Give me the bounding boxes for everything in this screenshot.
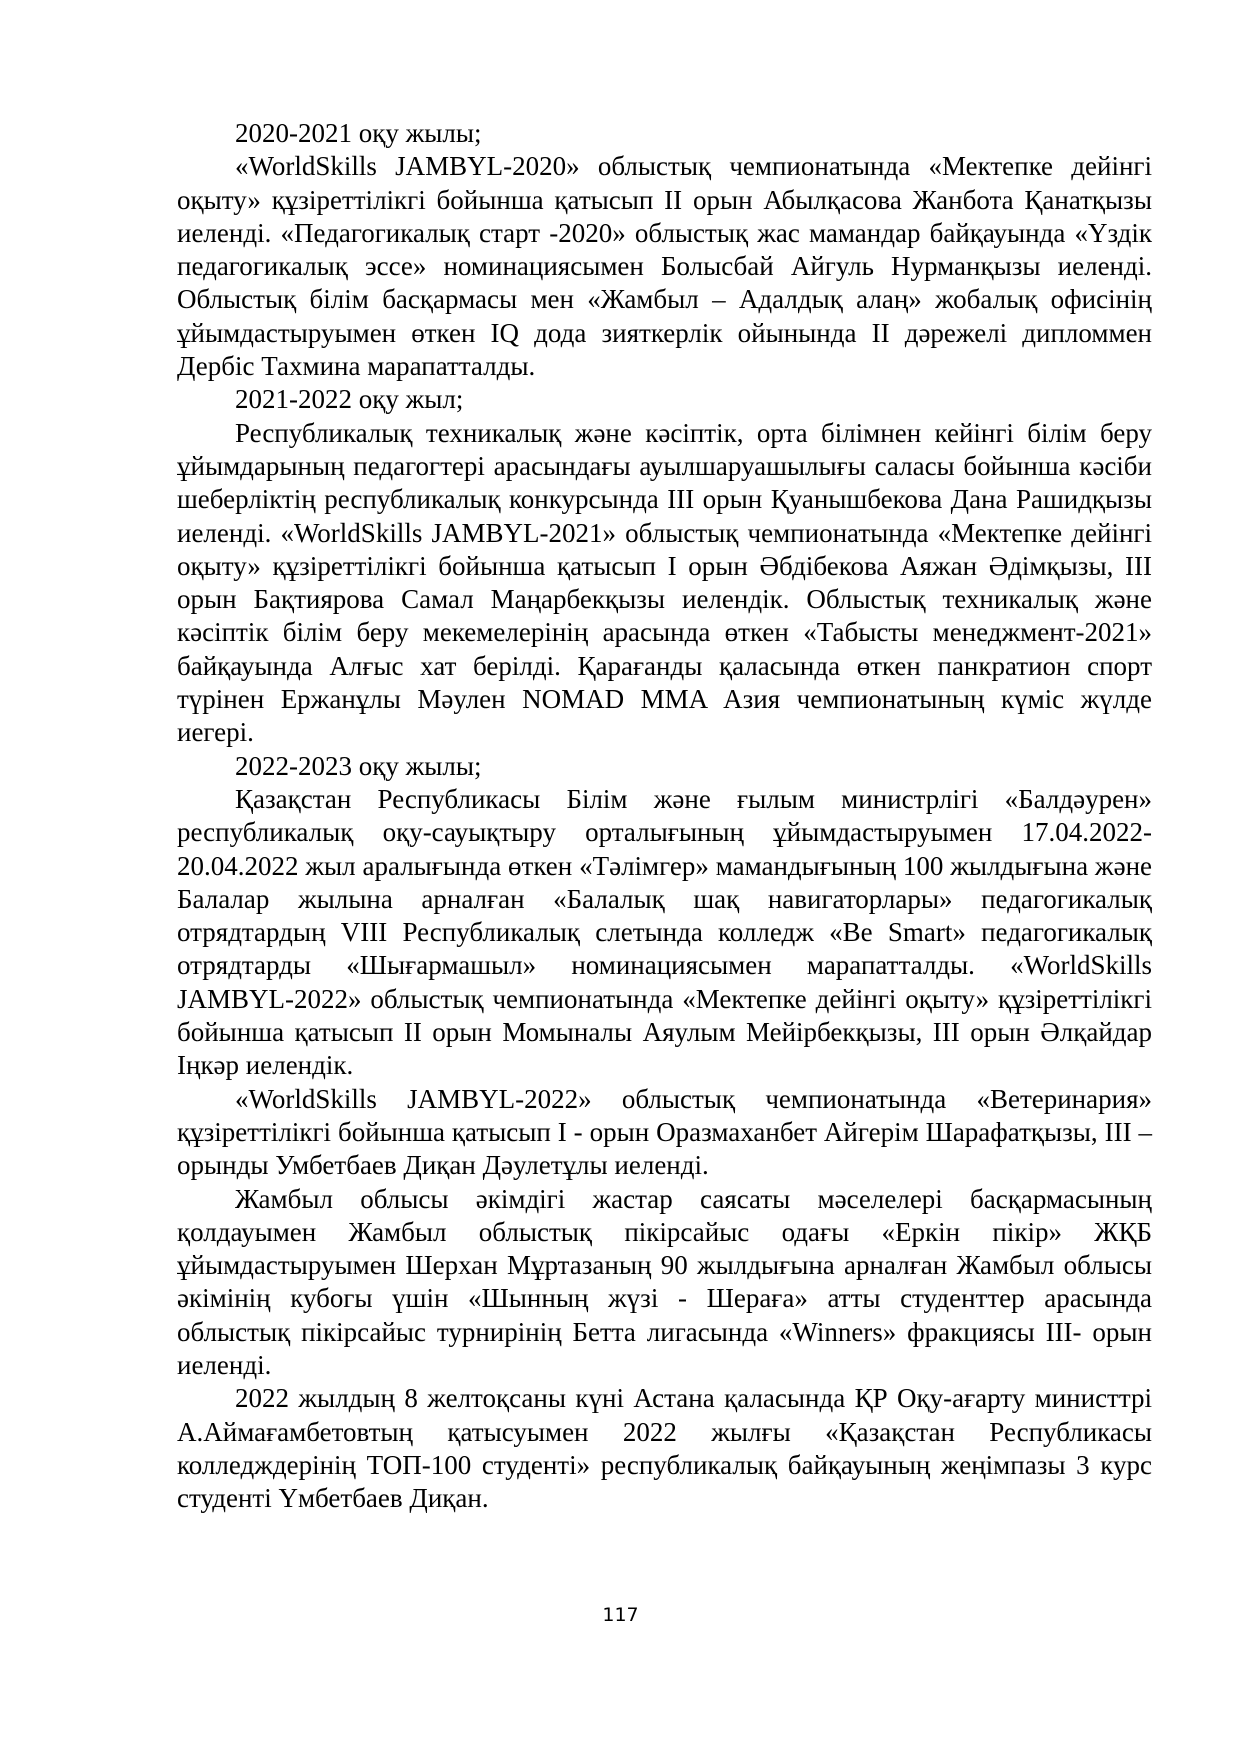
paragraph-year-2021: 2021-2022 оқу жыл; bbox=[235, 384, 464, 415]
paragraph-achievements-2021: Республикалық техникалық және кәсіптік, орта білімнен кейінгі білім беру ұйымдарының педагогтері арасындағы ауылшаруашылығы саласы бойынша кәсіби шеберліктің республикалық конкурсында ІІІ орын Қуанышбекова Дана Рашидқызы иеленді. «WorldSkills JAMBYL-2021» облыстық чемпионатында «Мектепке дейінгі оқыту» құзіреттілікгі бойынша қатысып І орын Әбдібекова Аяжан Әдімқызы, ІІІ орын Бақтиярова Самал Маңарбекқызы иелендік. Облыстық техникалық және кәсіптік білім беру мекемелерінің арасында өткен «Табысты менеджмент-2021» байқауында Алғыс хат берілді. Қарағанды қаласында өткен панкратион спорт түрінен Ержанұлы Мәулен NOMAD MMA Азия чемпионатының күміс жүлде иегері. bbox=[177, 417, 1152, 748]
page-number: 117 bbox=[602, 1604, 639, 1626]
paragraph-achievements-2022: Қазақстан Республикасы Білім және ғылым министрлігі «Балдәурен» республикалық оқу-сауықтыру орталығының ұйымдастыруымен 17.04.2022-20.04.2022 жыл аралығында өткен «Тәлімгер» мамандығының 100 жылдығына және Балалар жылына арналған «Балалық шақ навигаторлары» педагогикалық отрядтардың VIII Республикалық слетында колледж «Be Smart» педагогикалық отрядтарды «Шығармашыл» номинациясымен марапатталды. «WorldSkills JAMBYL-2022» облыстық чемпионатында «Мектепке дейінгі оқыту» құзіреттілікгі бойынша қатысып ІІ орын Момыналы Аяулым Мейірбекқызы, ІІІ орын Әлқайдар Іңкәр иелендік. bbox=[177, 783, 1152, 1081]
paragraph-year-2022: 2022-2023 оқу жылы; bbox=[235, 750, 482, 781]
document-body bbox=[177, 117, 1152, 1515]
paragraph-achievements-2020: «WorldSkills JAMBYL-2020» облыстық чемпионатында «Мектепке дейінгі оқыту» құзіреттілікгі бойынша қатысып ІІ орын Абылқасова Жанбота Қанатқызы иеленді. «Педагогикалық старт -2020» облыстық жас мамандар байқауында «Үздік педагогикалық эссе» номинациясымен Болысбай Айгуль Нурманқызы иеленді. Облыстық білім басқармасы мен «Жамбыл – Адалдық алаң» жобалық офисінің ұйымдастыруымен өткен IQ дода зияткерлік ойынында ІІ дәрежелі дипломмен Дербіс Тахмина марапатталды. bbox=[177, 151, 1152, 382]
paragraph-top100-student: 2022 жылдың 8 желтоқсаны күні Астана қаласында ҚР Оқу-ағарту министтрі А.Аймағамбетовтың қатысуымен 2022 жылғы «Қазақстан Республикасы колледждерінің ТОП-100 студенті» республикалық байқауының жеңімпазы 3 курс студенті Үмбетбаев Диқан. bbox=[177, 1383, 1152, 1514]
paragraph-debate-tournament: Жамбыл облысы әкімдігі жастар саясаты мәселелері басқармасының қолдауымен Жамбыл облыстық пікірсайыс одағы «Еркін пікір» ЖҚБ ұйымдастыруымен Шерхан Мұртазаның 90 жылдығына арналған Жамбыл облысы әкімінің кубогы үшін «Шынның жүзі - Шераға» атты студенттер арасында облыстық пікірсайыс турнирінің Бетта лигасында «Winners» фракциясы ІІІ- орын иеленді. bbox=[177, 1183, 1152, 1380]
paragraph-year-2020: 2020-2021 оқу жылы; bbox=[235, 118, 482, 148]
paragraph-worldskills-veterinary: «WorldSkills JAMBYL-2022» облыстық чемпионатында «Ветеринария» құзіреттілікгі бойынша қатысып І - орын Оразмаханбет Айгерім Шарафатқызы, ІІІ – орынды Умбетбаев Диқан Дәулетұлы иеленді. bbox=[177, 1083, 1152, 1181]
